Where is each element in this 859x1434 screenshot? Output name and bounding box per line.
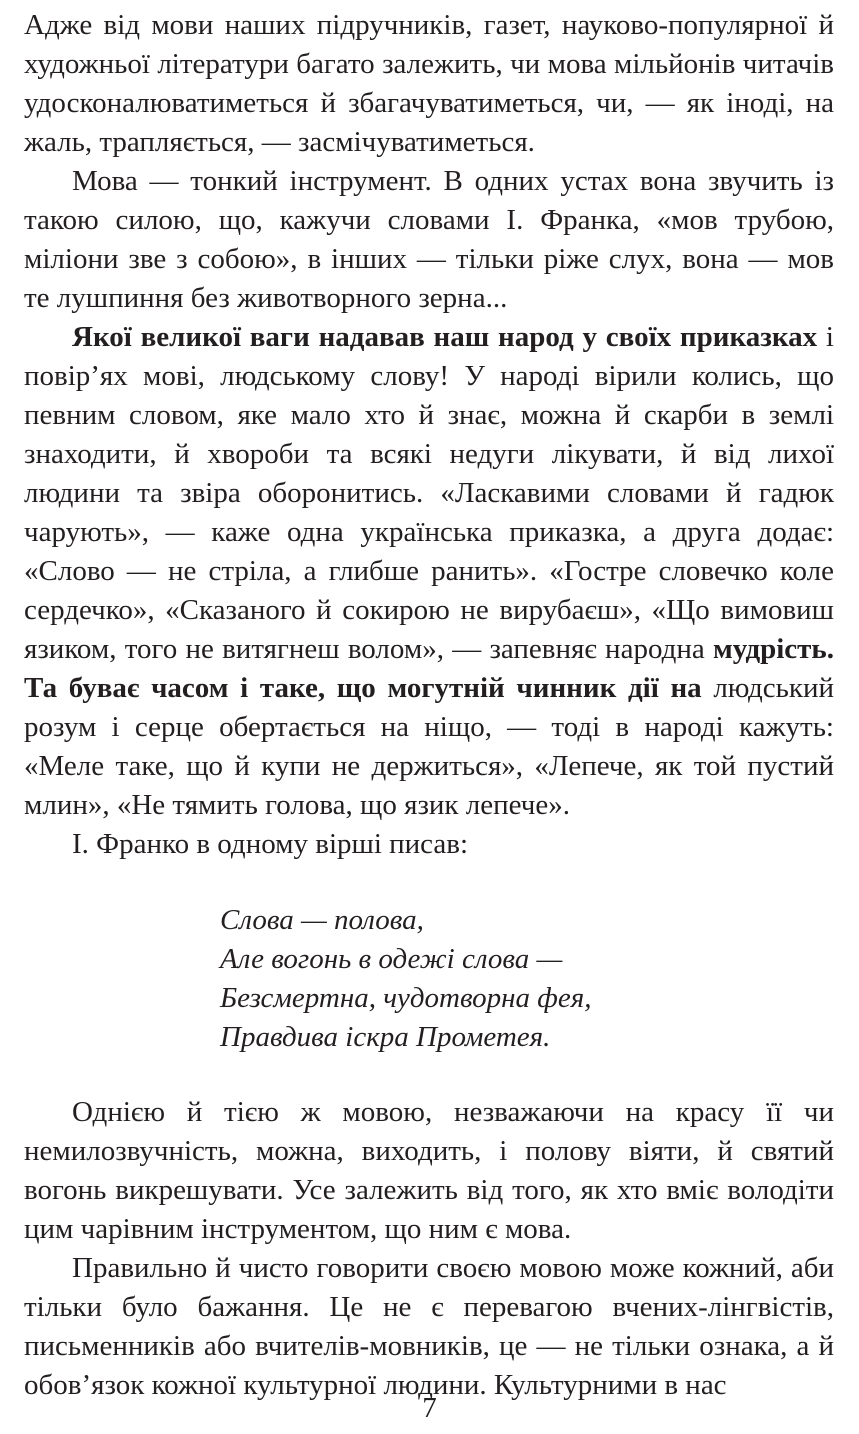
paragraph-3-bold-intro: Якої великої ваги надавав наш народ у своїх приказках (72, 321, 818, 353)
poem-quote (220, 901, 834, 1057)
paragraph-4: І. Франко в одному вірші писав: (72, 828, 469, 860)
paragraph-5: Однією й тією ж мовою, незважаючи на красу її чи немилозвучність, можна, виходить, і полову віяти, й святий вогонь викрешувати. Усе залежить від того, як хто вміє володіти цим чарівним інструментом, що ним є мова. (24, 1096, 834, 1245)
paragraph-3-bold-middle: мудрість. Та буває часом і таке, що могутній чинник дії на (24, 633, 834, 704)
paragraph-6: Правильно й чисто говорити своєю мовою може кожний, аби тільки було бажання. Це не є перевагою вчених-лінгвістів, письменників або вчителів-мовників, це — не тільки ознака, а й обов’язок кожної культурної людини. Культурними в нас (24, 1252, 834, 1401)
paragraph-3-text-end: людський розум і серце обертається на ніщо, — тоді в народі кажуть: «Меле таке, що й купи не держиться», «Лепече, як той пустий млин», «Не тямить голова, що язик лепече». (24, 672, 834, 821)
poem-line: Правдива іскра Прометея. (220, 1021, 551, 1053)
paragraph-2: Мова — тонкий інструмент. В одних устах вона звучить із такою силою, що, кажучи словами І. Франка, «мов трубою, міліони зве з собою», в інших — тільки ріже слух, вона — мов те лушпиння без животворного зерна... (24, 165, 834, 314)
paragraph-1: Адже від мови наших підручників, газет, науково-популярної й художньої літератури багато залежить, чи мова мільйонів читачів удосконалюватиметься й збагачуватиметься, чи, — як іноді, на жаль, трапляється, — засмічуватиметься. (24, 9, 834, 158)
paragraph-3-text-main: і повір’ях мові, людському слову! У народі вірили колись, що певним словом, яке мало хто й знає, можна й скарби в землі знаходити, й хвороби та всякі недуги лікувати, й від лихої людини та звіра оборонитись. «Ласкавими словами й гадюк чарують», — каже одна українська приказка, а друга додає: «Слово — не стріла, а глибше ранить». «Гостре словечко коле сердечко», «Сказаного й сокирою не вирубаєш», «Що вимовиш язиком, того не витягнеш волом», — запевняє народна (24, 321, 834, 665)
page-content (24, 6, 834, 1405)
page-number: 7 (422, 1392, 437, 1424)
paragraph-3 (24, 318, 834, 825)
poem-line: Слова — полова, (220, 904, 424, 936)
poem-line: Безсмертна, чудотворна фея, (220, 982, 592, 1014)
poem-line: Але вогонь в одежі слова — (220, 943, 563, 975)
